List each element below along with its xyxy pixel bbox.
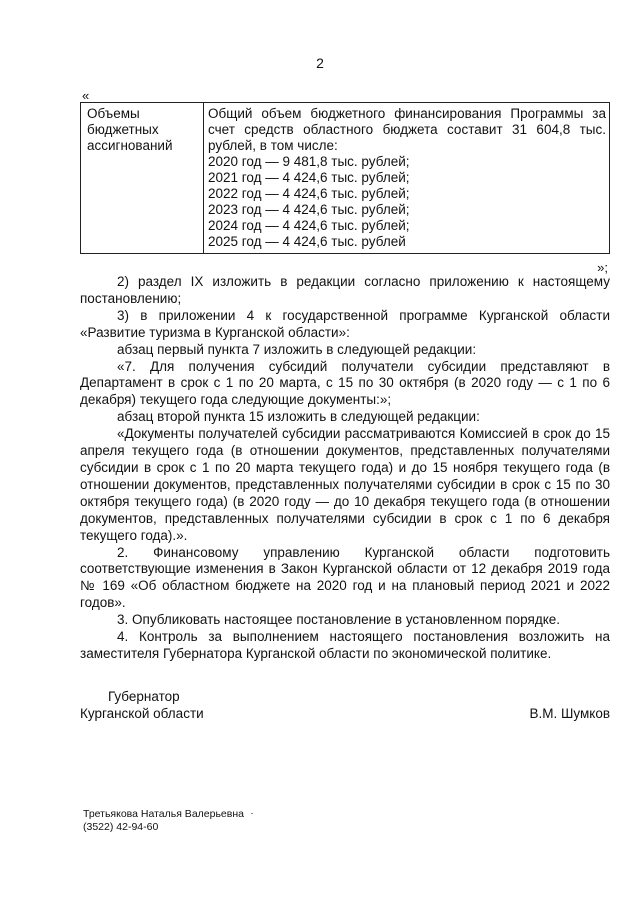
label-line: Объемы: [87, 106, 140, 121]
table-value-cell: [204, 103, 610, 254]
year-line: 2020 год — 9 481,8 тыс. рублей;: [208, 154, 410, 169]
year-line: 2022 год — 4 424,6 тыс. рублей;: [208, 186, 410, 201]
year-line: 2025 год — 4 424,6 тыс. рублей: [208, 234, 406, 249]
paragraph: 2) раздел IX изложить в редакции согласно приложению к настоящему постановлению;: [80, 274, 610, 306]
budget-allocation-table: [80, 102, 610, 254]
paragraph: «Документы получателей субсидии рассматриваются Комиссией в срок до 15 апреля текущего года (в отношении документов, представленных получателями субсидии в срок с 1 по 20 марта текущего года) и до 15 ноября текущего года (в отношении документов, представленных получателями субсидии в срок с 15 по 30 октября текущего года) (в 2020 году — до 10 декабря текущего года (в отношении документов, представленных получателями субсидии в срок с 1 по 6 декабря текущего года).».: [80, 426, 610, 543]
year-line: 2023 год — 4 424,6 тыс. рублей;: [208, 202, 410, 217]
signatory-title-line2: Курганской области: [80, 706, 204, 721]
opening-quote: «: [82, 88, 90, 103]
year-line: 2024 год — 4 424,6 тыс. рублей;: [208, 218, 410, 233]
scan-mark: [251, 813, 253, 814]
label-line: бюджетных: [87, 122, 159, 137]
executor-name: Третьякова Наталья Валерьевна: [83, 808, 244, 820]
signatory-title-line1: Губернатор: [108, 689, 180, 704]
executor-phone: (3522) 42-94-60: [83, 821, 159, 833]
label-line: ассигнований: [87, 138, 173, 153]
paragraph: 4. Контроль за выполнением настоящего постановления возложить на заместителя Губернатора Курганской области по экономической политике.: [80, 629, 610, 661]
executor-info: [83, 808, 244, 834]
closing-quote: »;: [597, 260, 608, 275]
document-body: [80, 274, 610, 663]
page-number: 2: [316, 55, 324, 71]
year-line: 2021 год — 4 424,6 тыс. рублей;: [208, 170, 410, 185]
table-label-cell: [81, 103, 204, 254]
paragraph: абзац второй пункта 15 изложить в следующей редакции:: [117, 409, 480, 425]
paragraph: «7. Для получения субсидий получатели субсидии представляют в Департамент в срок с 1 по 20 марта, с 15 по 30 октября (в 2020 году — с 1 по 6 декабря) текущего года следующие документы:»;: [80, 358, 610, 408]
table-row: [81, 103, 610, 254]
paragraph: 3) в приложении 4 к государственной программе Курганской области «Развитие туризма в Курганской области»:: [80, 307, 610, 340]
signatory-name: В.М. Шумков: [529, 706, 610, 721]
funding-intro: Общий объем бюджетного финансирования Программы за счет средств областного бюджета составит 31 604,8 тыс. рублей, в том числе:: [208, 106, 606, 153]
signature-block: [80, 688, 610, 722]
paragraph: 3. Опубликовать настоящее постановление в установленном порядке.: [117, 612, 561, 628]
paragraph: 2. Финансовому управлению Курганской области подготовить соответствующие изменения в Закон Курганской области от 12 декабря 2019 года № 169 «Об областном бюджете на 2020 год и на плановый период 2021 и 2022 годов».: [80, 544, 610, 611]
paragraph: абзац первый пункта 7 изложить в следующей редакции:: [117, 341, 477, 357]
